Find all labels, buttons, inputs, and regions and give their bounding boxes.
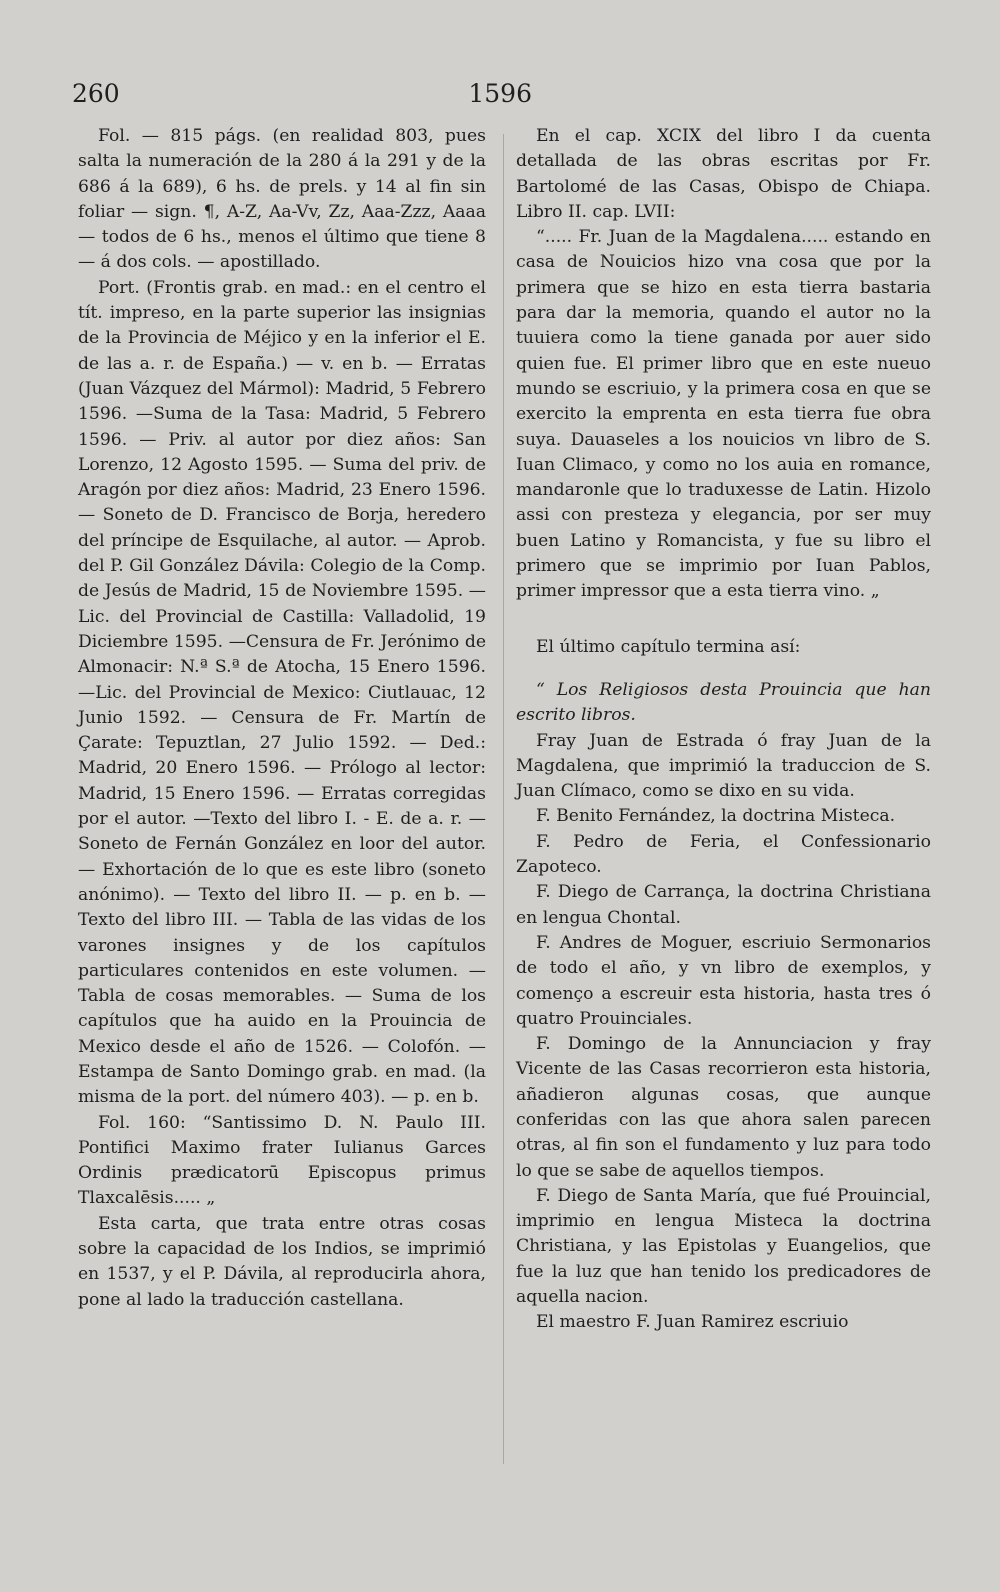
chapter-reference-paragraph: En el cap. XCIX del libro I da cuenta detallada de las obras escritas por Fr. Bartolomé de las Casas, Obispo de Chiapa. Libro II. cap. LVII: bbox=[516, 126, 931, 222]
list-item: F. Andres de Moguer, escriuio Sermonarios de todo el año, y vn libro de exemplos, y començo a escreuir esta historia, hasta tres ó quatro Prouinciales. bbox=[516, 932, 931, 1029]
left-column bbox=[78, 124, 486, 1313]
column-divider bbox=[503, 134, 504, 1464]
section-heading-quote: “ Los Religiosos desta Prouincia que han escrito libros. bbox=[516, 679, 931, 726]
letter-note-paragraph: Esta carta, que trata entre otras cosas sobre la capacidad de los Indios, se imprimió en 1537, y el P. Dávila, al reproducirla ahora, pone al lado la traducción castellana. bbox=[78, 1213, 486, 1310]
collation-paragraph: Fol. — 815 págs. (en realidad 803, pues salta la numeración de la 280 á la 291 y de la 686 á la 689), 6 hs. de prels. y 14 al fin sin foliar — sign. ¶, A-Z, Aa-Vv, Zz, Aaa-Zzz, Aaaa — todos de 6 hs., menos el último que tiene 8 — á dos cols. — apostillado. bbox=[78, 126, 486, 273]
letter-quote-paragraph: Fol. 160: “Santissimo D. N. Paulo III. Pontifici Maximo frater Iulianus Garces Ordinis prædicatorū Episcopus primus Tlaxcalēsis..... „ bbox=[78, 1112, 486, 1209]
list-item: F. Domingo de la Annunciacion y fray Vicente de las Casas recorrieron esta historia, añadieron algunas cosas, que aunque conferidas con las que ahora salen parecen otras, al fin son el fundamento y luz para todo lo que se sabe de aquellos tiempos. bbox=[516, 1034, 931, 1181]
page-header bbox=[72, 76, 532, 112]
list-item: F. Pedro de Feria, el Confessionario Zapoteco. bbox=[516, 831, 931, 878]
list-item: F. Diego de Santa María, que fué Prouincial, imprimio en lengua Misteca la doctrina Christiana, y las Epistolas y Euangelios, que fue la luz que han tenido los predicadores de aquella nacion. bbox=[516, 1185, 931, 1308]
right-column bbox=[516, 124, 931, 1336]
list-item: Fray Juan de Estrada ó fray Juan de la Magdalena, que imprimió la traduccion de S. Juan Clímaco, como se dixo en su vida. bbox=[516, 730, 931, 802]
last-chapter-intro: El último capítulo termina así: bbox=[536, 636, 801, 657]
contents-paragraph: Port. (Frontis grab. en mad.: en el centro el tít. impreso, en la parte superior las insignias de la Provincia de Méjico y en la inferior el E. de las a. r. de España.) — v. en b. — Erratas (Juan Vázquez del Mármol): Madrid, 5 Febrero 1596. —Suma de la Tasa: Madrid, 5 Febrero 1596. — Priv. al autor por diez años: San Lorenzo, 12 Agosto 1595. — Suma del priv. de Aragón por diez años: Madrid, 23 Enero 1596. — Soneto de D. Francisco de Borja, heredero del príncipe de Esquilache, al autor. — Aprob. del P. Gil González Dávila: Colegio de la Comp. de Jesús de Madrid, 15 de Noviembre 1595. —Lic. del Provincial de Castilla: Valladolid, 19 Diciembre 1595. —Censura de Fr. Jerónimo de Almonacir: N.ª S.ª de Atocha, 15 Enero 1596. —Lic. del Provincial de Mexico: Ciutlauac, 12 Junio 1592. — Censura de Fr. Martín de Çarate: Tepuztlan, 27 Julio 1592. — Ded.: Madrid, 20 Enero 1596. — Prólogo al lector: Madrid, 15 Enero 1596. — Erratas corregidas por el autor. —Texto del libro I. - E. de a. r. — Soneto de Fernán González en loor del autor. — Exhortación de lo que es este libro (soneto anónimo). — Texto del libro II. — p. en b. — Texto del libro III. — Tabla de las vidas de los varones insignes y de los capítulos particulares contenidos en este volumen. — Tabla de cosas memorables. — Suma de los capítulos que ha auido en la Prouincia de Mexico desde el año de 1526. — Colofón. — Estampa de Santo Domingo grab. en mad. (la misma de la port. del número 403). — p. en b. bbox=[78, 277, 486, 1108]
list-item: F. Benito Fernández, la doctrina Misteca. bbox=[536, 806, 896, 827]
list-item: El maestro F. Juan Ramirez escriuio bbox=[536, 1312, 849, 1333]
page-number: 260 bbox=[72, 79, 120, 108]
running-head-year: 1596 bbox=[468, 79, 532, 108]
list-item: F. Diego de Carrança, la doctrina Christiana en lengua Chontal. bbox=[516, 882, 931, 928]
quotation-paragraph: “..... Fr. Juan de la Magdalena..... estando en casa de Nouicios hizo vna cosa que por la primera que se hizo en esta tierra bastaria para dar la memoria, quando el autor no la tuuiera como la tiene ganada por auer sido quien fue. El primer libro que en este nueuo mundo se escriuio, y la primera cosa en que se exercito la emprenta en esta tierra fue obra suya. Dauaseles a los nouicios vn libro de S. Iuan Climaco, y como no los auia en romance, mandaronle que lo traduxesse de Latin. Hizolo assi con presteza y elegancia, por ser muy buen Latino y Romancista, y fue su libro el primero que se imprimio por Iuan Pablos, primer impressor que a esta tierra vino. „ bbox=[516, 227, 931, 602]
